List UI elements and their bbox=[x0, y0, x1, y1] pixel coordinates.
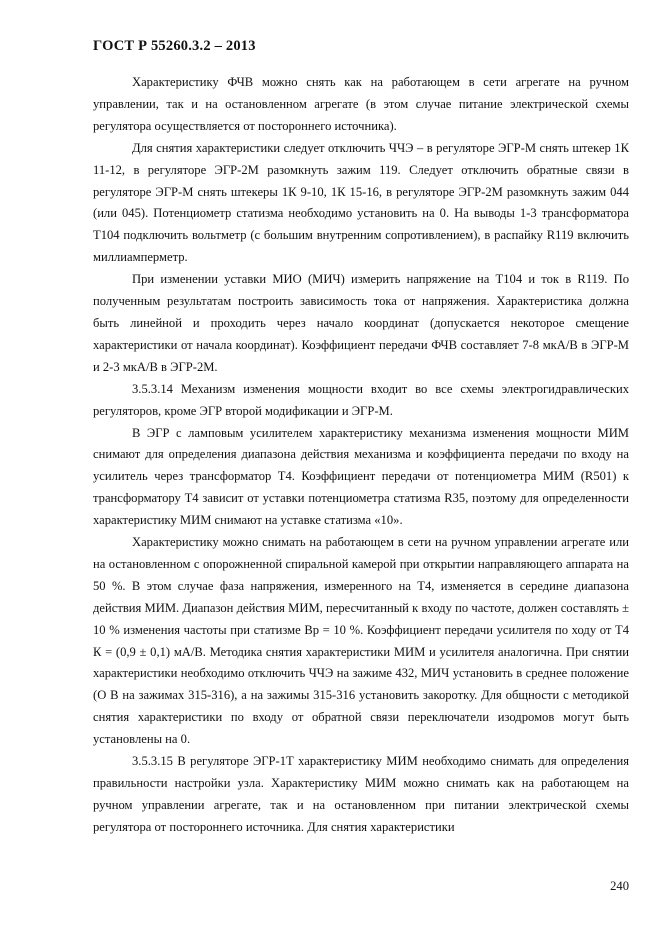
paragraph-tube-amplifier: В ЭГР с ламповым усилителем характеристику механизма изменения мощности МИМ снимают для определения диапазона действия механизма и коэффициента передачи по входу на усилитель через трансформатор Т4. Коэффициент передачи от потенциометра МИМ (R501) к трансформатору Т4 зависит от уставки потенциометра статизма R35, поэтому для определенности характеристику МИМ снимают на уставке статизма «10». bbox=[93, 425, 629, 528]
paragraph-disconnect-procedure: Для снятия характеристики следует отключить ЧЧЭ – в регуляторе ЭГР-М снять штекер 1К 11-12, в регуляторе ЭГР-2М разомкнуть зажим 119. Следует отключить обратные связи в регуляторе ЭГР-М снять штекеры 1К 9-10, 1К 15-16, в регуляторе ЭГР-2М разомкнуть зажим 044 (или 045). Потенциометр статизма необходимо установить на 0. На выводы 1-3 трансформатора Т104 подключить вольтметр (с большим внутренним сопротивлением), в распайку R119 включить миллиамперметр. bbox=[93, 140, 629, 265]
paragraph-measurement: При изменении уставки МИО (МИЧ) измерить напряжение на Т104 и ток в R119. По полученным результатам построить зависимость тока от напряжения. Характеристика должна быть линейной и проходить через начало координат (допускается некоторое смещение характеристики от начала координат). Коэффициент передачи ФЧВ составляет 7-8 мкА/В в ЭГР-М и 2-3 мкА/В в ЭГР-2М. bbox=[93, 272, 629, 374]
paragraph-section-3-5-3-14: 3.5.3.14 Механизм изменения мощности входит во все схемы электрогидравлических регуляторов, кроме ЭГР второй модификации и ЭГР-М. bbox=[93, 381, 629, 418]
paragraph-section-3-5-3-15: 3.5.3.15 В регуляторе ЭГР-1Т характеристику МИМ необходимо снимать для определения правильности настройки узла. Характеристику МИМ можно снимать как на работающем на ручном управлении агрегате, так и на остановленном при питании электрической схемы регулятора от постороннего источника. Для снятия характеристики bbox=[93, 754, 629, 834]
document-header: ГОСТ Р 55260.3.2 – 2013 bbox=[93, 38, 256, 54]
paragraph-characteristic-method: Характеристику можно снимать на работающем в сети на ручном управлении агрегате или на остановленном с опорожненной спиральной камерой при открытии направляющего аппарата на 50 %. В этом случае фаза напряжения, измеренного на Т4, изменяется в середине диапазона действия МИМ. Диапазон действия МИМ, пересчитанный к входу по частоте, должен составлять ± 10 % изменения частоты при статизме Вр = 10 %. Коэффициент передачи усилителя по ходу от Т4 К = (0,9 ± 0,1) мА/В. Методика снятия характеристики МИМ и усилителя аналогична. При снятии характеристики необходимо отключить ЧЧЭ на зажиме 432, МИЧ установить в среднее положение (О В на зажимах 315-316), а на зажимы 315-316 установить закоротку. Для общности с методикой снятия характеристики по входу от обратной связи переключатели изодромов могут быть установлены на 0. bbox=[93, 535, 629, 747]
paragraph-fchv-intro: Характеристику ФЧВ можно снять как на работающем в сети агрегате на ручном управлении, так и на остановленном агрегате (в этом случае питание электрической схемы регулятора осуществляется от постороннего источника). bbox=[93, 75, 629, 133]
document-body bbox=[93, 72, 629, 839]
page-number: 240 bbox=[610, 879, 629, 893]
